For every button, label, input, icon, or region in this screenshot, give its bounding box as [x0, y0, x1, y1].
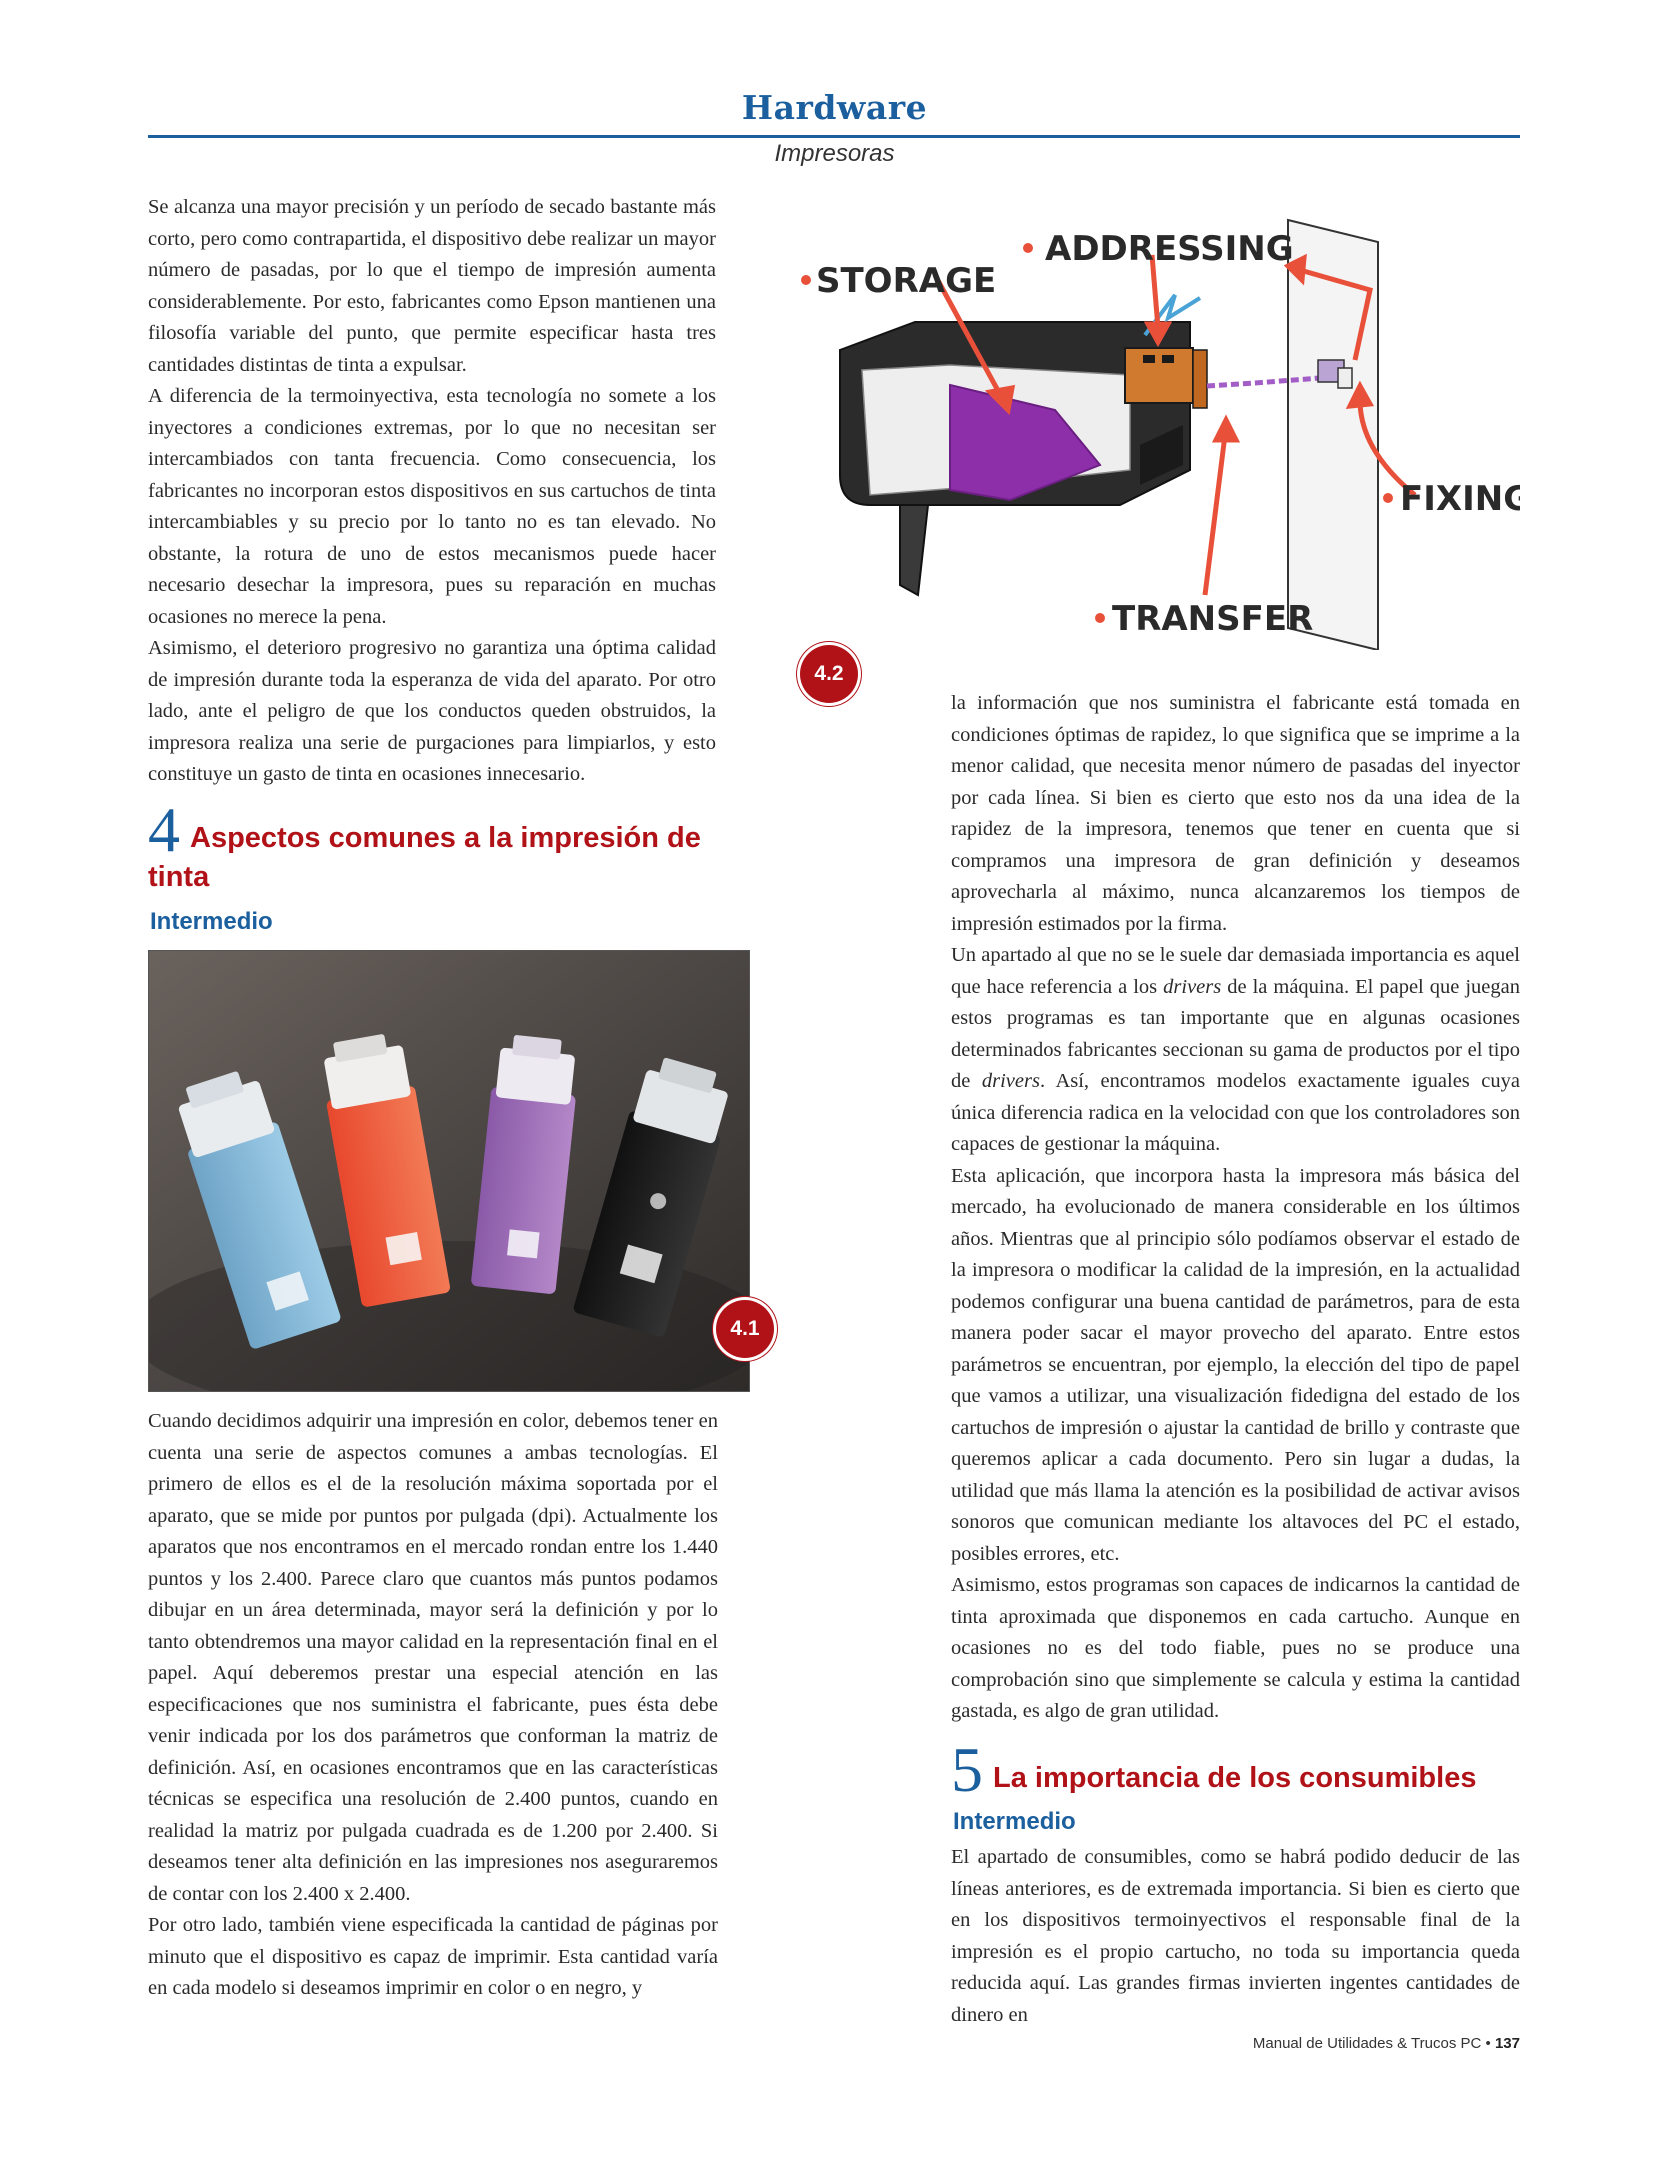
section-4-heading: [148, 794, 728, 895]
paragraph: Esta aplicación, que incorpora hasta la impresora más básica del mercado, ha evolucionado de manera considerable en los últimos años. Mientras que al principio sólo podíamos observar el estado de la impresora o modificar la calidad de la impresión, en la actualidad podemos configurar una buena cantidad de parámetros, para de esta manera poder sacar el mayor provecho del aparato. Entre estos parámetros se encuentran, por ejemplo, la elección del tipo de papel que vamos a utilizar, una visualización fidedigna del estado de los cartuchos de impresión o ajustar la cantidad de brillo y contraste que queremos aplicar a cada documento. Pero sin lugar a dudas, la utilidad que más llama la atención es la posibilidad de activar avisos sonoros que comunican mediante los altavoces del PC el estado, posibles errores, etc.: [951, 1164, 1520, 1565]
text-run: de la máquina. El papel que juegan estos programas es tan importante que en algunas ocasiones determinados fabricantes seccionan su gama de productos por el tipo de: [951, 975, 1520, 1092]
section-number: 5: [951, 1734, 983, 1805]
paragraph: Cuando decidimos adquirir una impresión en color, debemos tener en cuenta una serie de aspectos comunes a ambas tecnologías. El primero de ellos es el de la resolución máxima soportada por el aparato, que se mide por puntos por pulgada (dpi). Actualmente los aparatos que nos encontramos en el mercado rondan entre los 1.440 puntos y los 2.400. Parece claro que cuantos más puntos podamos dibujar en un área determinada, mayor será la definición y por lo tanto obtendremos una mayor calidad en la representación final en el papel. Aquí deberemos prestar una especial atención en las especificaciones que nos suministra el fabricante, pues ésta debe venir indicada por los dos parámetros que conforman la matriz de definición. Así, en ocasiones encontramos que en las características técnicas se especifica una resolución de 2.400 puntos, cuando en realidad la matriz por pulgada cuadrada es de 1.200 por 2.400. Si deseamos tener alta definición en las impresiones nos aseguraremos de contar con los 2.400 x 2.400.: [148, 1410, 718, 1905]
section-heading-text: Aspectos comunes a la impresión de tinta: [148, 822, 701, 893]
paragraph: [951, 940, 1520, 1161]
header-divider: [148, 135, 1520, 138]
emphasis: drivers: [1163, 975, 1222, 998]
footer-title: Manual de Utilidades & Trucos PC: [1252, 2035, 1482, 2052]
paragraph: Asimismo, estos programas son capaces de indicarnos la cantidad de tinta aproximada que disponemos en cada cartucho. Aunque en ocasiones no es del todo fiable, pues no se produce una comprobación sino que simplemente se calcula y estima la cantidad gastada, es algo de gran utilidad.: [951, 1574, 1520, 1722]
right-column: [951, 688, 1520, 1728]
difficulty-level: Intermedio: [150, 908, 273, 935]
paragraph: Asimismo, el deterioro progresivo no garantiza una óptima calidad de impresión durante toda la esperanza de vida del aparato. Por otro lado, ante el peligro de que los conductos queden obstruidos, la impresora realiza una serie de purgaciones para limpiarlos, y esto constituye un gasto de tinta en ocasiones innecesario.: [148, 637, 716, 785]
inkjet-diagram: [800, 200, 1520, 650]
storage-label: STORAGE: [816, 261, 997, 301]
section-5-heading: [951, 1734, 1531, 1805]
paragraph: Por otro lado, también viene especificada la cantidad de páginas por minuto que el dispositivo es capaz de imprimir. Esta cantidad varía en cada modelo si deseamos imprimir en color o en negro, y: [148, 1914, 718, 1999]
page-number: 137: [1494, 2035, 1520, 2052]
ink-cartridges-photo: [148, 950, 750, 1392]
cartridges-illustration: [149, 951, 749, 1391]
print-head: [1125, 348, 1193, 403]
text-run: Un apartado al que no se le suele dar demasiada importancia es aquel que hace referencia a los: [951, 944, 1520, 998]
paragraph: A diferencia de la termoinyectiva, esta tecnología no somete a los inyectores a condiciones extremas, por lo que no necesitan ser intercambiados con tanta frecuencia. Como consecuencia, los fabricantes no incorporan estos dispositivos en sus cartuchos de tinta intercambiables y su precio por lo tanto no es tan elevado. No obstante, la rotura de uno de estos mecanismos puede hacer necesario desechar la impresora, pues su reparación en muchas ocasiones no merece la pena.: [148, 385, 716, 628]
transfer-label: TRANSFER: [1112, 599, 1314, 639]
fixing-label: FIXING: [1400, 479, 1520, 519]
section-subtitle: Impresoras: [774, 140, 895, 167]
section-heading-text: La importancia de los consumibles: [993, 1762, 1477, 1794]
figure-badge-4-2: 4.2: [800, 645, 858, 703]
section-title: Hardware: [741, 88, 928, 127]
footer-bullet: •: [1485, 2035, 1491, 2052]
text-run: . Así, encontramos modelos exactamente iguales cuya única diferencia radica en la velocidad con que los controladores son capaces de gestionar la máquina.: [951, 1070, 1520, 1155]
difficulty-level: Intermedio: [953, 1808, 1076, 1835]
figure-badge-4-1: 4.1: [716, 1300, 774, 1358]
emphasis: drivers: [981, 1070, 1040, 1092]
left-column-bottom: [148, 1406, 718, 2005]
paragraph: El apartado de consumibles, como se habrá podido deducir de las líneas anteriores, es de extremada importancia. Si bien es cierto que en los dispositivos termoinyectivos el responsable final de la impresión es el propio cartucho, no toda su importancia queda reducida aquí. Las grandes firmas invierten ingentes cantidades de dinero en: [951, 1846, 1520, 2026]
section-5-text: [951, 1842, 1520, 2031]
section-number: 4: [148, 794, 180, 865]
left-column-top: [148, 192, 716, 791]
addressing-label: ADDRESSING: [1045, 229, 1294, 269]
paragraph: la información que nos suministra el fabricante está tomada en condiciones óptimas de rapidez, lo que significa que se imprime a la menor calidad, que necesita menor número de pasadas del inyector por cada línea. Si bien es cierto que esto nos da una idea de la rapidez de la impresora, tenemos que tener en cuenta que si compramos una impresora de gran definición y deseamos aprovecharla al máximo, nunca alcanzaremos los tiempos de impresión estimados por la firma.: [951, 692, 1520, 935]
paragraph: Se alcanza una mayor precisión y un período de secado bastante más corto, pero como contrapartida, el dispositivo debe realizar un mayor número de pasadas, por lo que el tiempo de impresión aumenta considerablemente. Por esto, fabricantes como Epson mantienen una filosofía variable del punto, que permite especificar hasta tres cantidades distintas de tinta a expulsar.: [148, 196, 716, 376]
page-footer: [0, 2035, 1520, 2052]
inkjet-head-illustration: [800, 200, 1520, 650]
